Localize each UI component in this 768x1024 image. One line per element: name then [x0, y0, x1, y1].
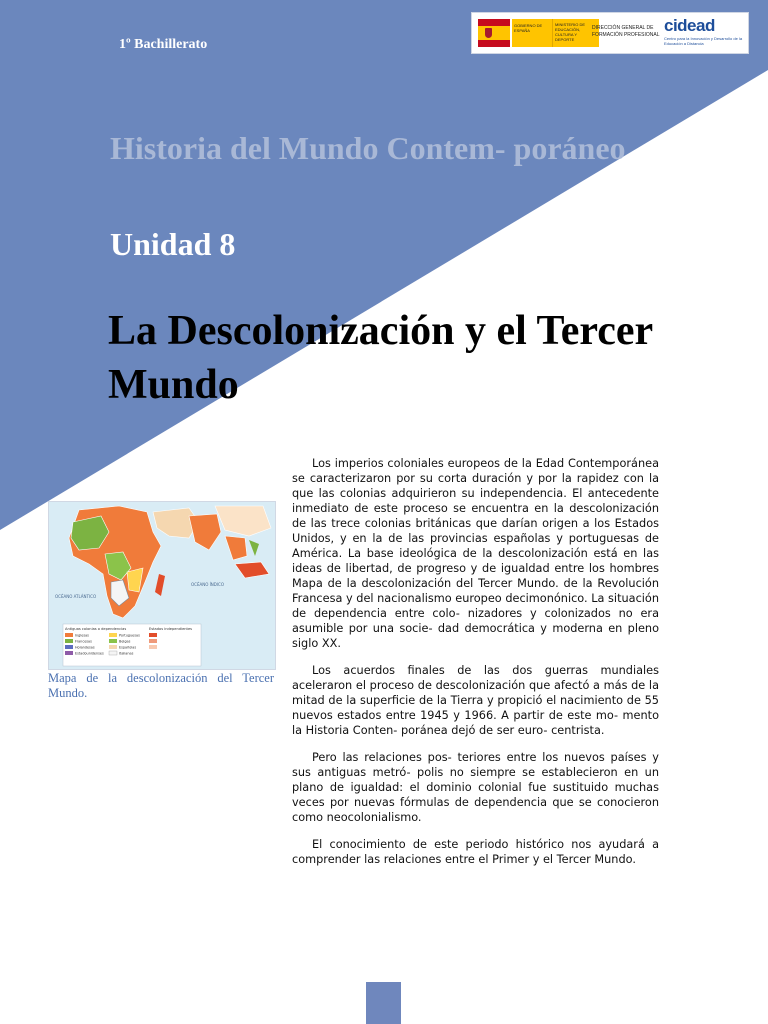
legend-item-inglesas: Inglesas: [75, 633, 89, 638]
paragraph: Los imperios coloniales europeos de la Edad Contemporánea se caracterizaron por su corta duración y por la rapidez con la que las colonias adquirieron su independencia. El antecedente inmediato de este proceso se encuentra en la descolonización de las trece colonias británicas que darían origen a los Estados Unidos, y en la de las provincias españolas y portuguesas de América. La base ideológica de la descolonización está en las ideas de libertad, de progreso y de igualdad entre los hombres Mapa de la descolonización del Tercer Mundo. de la Revolución Francesa y del nacionalismo europeo decimonónico. La situación de dependencia entre colo- nizadores y colonizados no era asumible por una socie- dad democrática y moderna en pleno siglo XX.: [292, 457, 659, 650]
course-level: 1º Bachillerato: [119, 37, 208, 52]
cidead-tagline: Centro para la Innovación y Desarrollo de la Educación a Distancia: [664, 36, 743, 46]
intro-text: [292, 456, 659, 879]
legend-heading-colonies: Antiguas colonias o dependencias: [65, 627, 127, 631]
unit-subtitle: La Descolonización y el Tercer Mundo: [108, 308, 653, 408]
map-caption: Mapa de la descolonización del Tercer Mundo.: [48, 671, 274, 700]
institution-logos: [471, 12, 749, 54]
paragraph: Pero las relaciones pos- teriores entre los nuevos países y sus antiguas metró- polis no siempre se establecieron en un plano de igualdad: el dominio colonial fue sustituido muchas veces por nuevas fórmulas de dependencia que se conocieron como neocolonialismo.: [292, 751, 659, 824]
map-label-atlantic: OCÉANO ATLÁNTICO: [55, 594, 97, 599]
legend-item-holandesas: Holandesas: [75, 645, 95, 650]
legend-item-francesas: Francesas: [75, 639, 92, 644]
cidead-logo: [664, 16, 744, 46]
legend-heading-independent: Estados independientes: [149, 627, 193, 631]
legend-item-portuguesas: Portuguesas: [119, 633, 140, 638]
gobierno-logo: GOBIERNO DE ESPAÑA: [512, 19, 552, 47]
map-label-indian: OCÉANO ÍNDICO: [191, 582, 224, 587]
ministerio-logo: MINISTERIO DE EDUCACIÓN, CULTURA Y DEPORTE: [552, 19, 599, 47]
legend-item-estadounidenses: Estadounidenses: [75, 651, 104, 656]
unit-label: Unidad 8: [110, 226, 236, 262]
legend-item-belgas: Belgas: [119, 639, 131, 644]
direccion-general-text: DIRECCIÓN GENERAL DE FORMACIÓN PROFESIONAL: [592, 25, 660, 38]
paragraph: Los acuerdos finales de las dos guerras mundiales aceleraron el proceso de descolonización que afectó a más de la mitad de la superficie de la Tierra y propició el nacimiento de 55 nuevos estados entre 1945 y 1966. A partir de este mo- mento la Historia Conten- poránea dejó de ser euro- centrista.: [292, 664, 659, 737]
legend-item-espanolas: Españolas: [119, 645, 137, 650]
cidead-wordmark: cidead: [664, 16, 715, 35]
legend-item-italianas: Italianas: [119, 651, 134, 656]
page-marker: [366, 982, 401, 1024]
decolonization-map: [48, 501, 276, 670]
spain-flag-icon: [478, 19, 510, 47]
paragraph: El conocimiento de este periodo histórico nos ayudará a comprender las relaciones entre el Primer y el Tercer Mundo.: [292, 838, 659, 866]
course-title: Historia del Mundo Contem- poráneo: [110, 130, 626, 166]
